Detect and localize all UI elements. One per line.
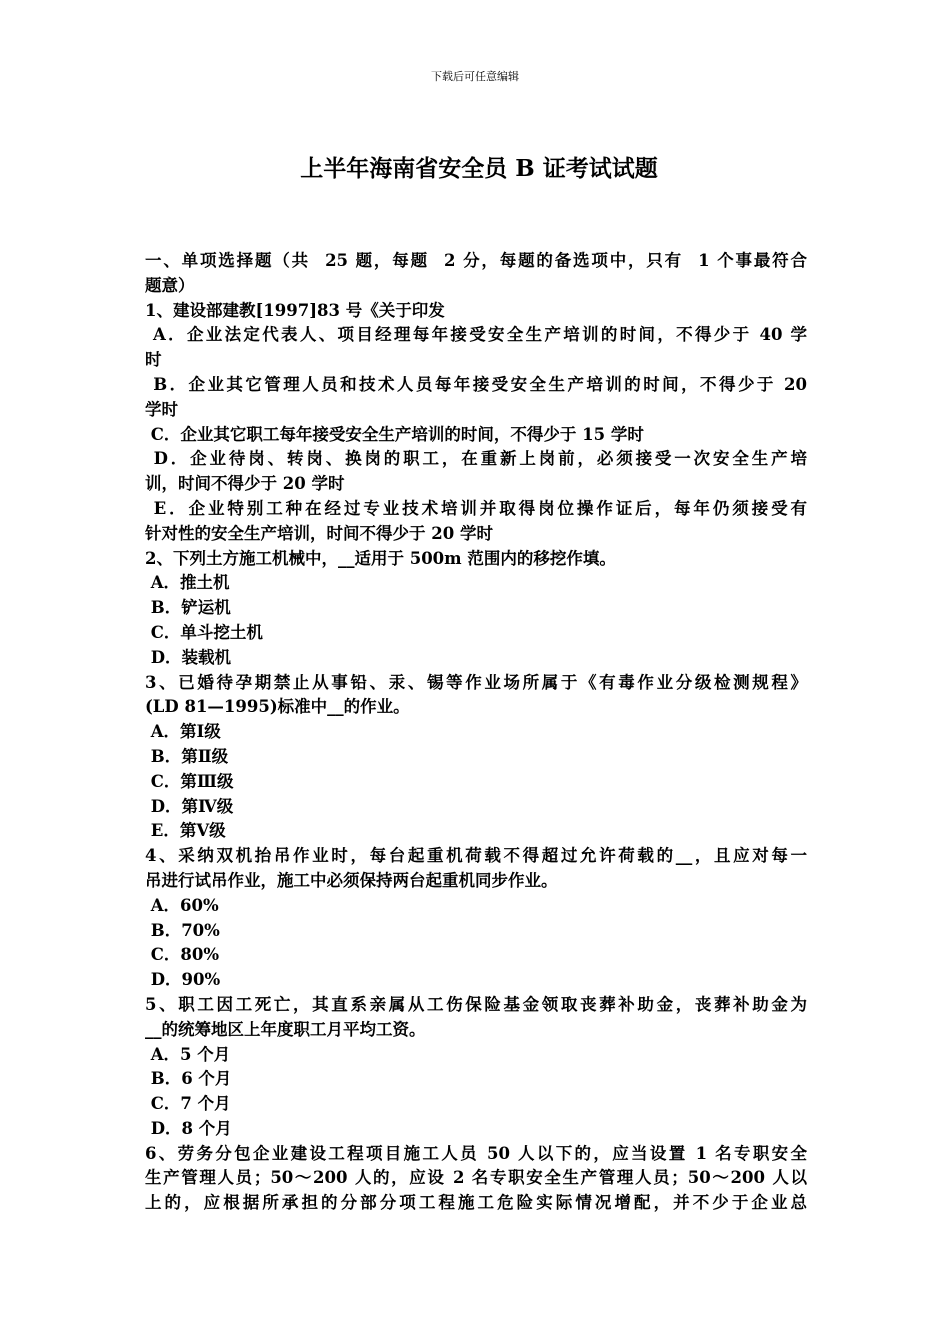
section-heading-line: 题意） [145,275,195,295]
question-line: 4、采纳双机抬吊作业时，每台起重机荷载不得超过允许荷载的__，且应对每一 [145,846,807,866]
option-line: D．企业待岗、转岗、换岗的职工，在重新上岗前，必须接受一次安全生产培 [145,449,807,469]
question-line: 生产管理人员；50～200 人的，应设 2 名专职安全生产管理人员；50～200 人以 [145,1168,807,1188]
option-line: B．70% [145,920,220,940]
option-line: A．5 个月 [145,1044,231,1064]
option-line: C．80% [145,945,220,965]
question-line: (LD 81—1995)标准中__的作业。 [145,697,410,717]
option-line: D．第Ⅳ级 [145,796,234,816]
option-line: C．企业其它职工每年接受安全生产培训的时间，不得少于 15 学时 [145,424,644,444]
page-header-note: 下载后可任意编辑 [431,70,519,83]
option-line: A．企业法定代表人、项目经理每年接受安全生产培训的时间，不得少于 40 学 [145,325,807,345]
option-line: B．企业其它管理人员和技术人员每年接受安全生产培训的时间，不得少于 20 [145,374,807,394]
question-line: 2、下列土方施工机械中，__适用于 500m 范围内的移挖作填。 [145,548,616,568]
option-line: A．60% [145,895,219,915]
question-line: 3、已婚待孕期禁止从事铅、汞、锡等作业场所属于《有毒作业分级检测规程》 [145,672,807,692]
option-line: B．铲运机 [145,598,231,618]
option-line: E．企业特别工种在经过专业技术培训并取得岗位操作证后，每年仍须接受有 [145,498,807,518]
option-line: D．装载机 [145,647,232,667]
section-heading-line: 一、单项选择题（共 25 题，每题 2 分，每题的备选项中，只有 1 个事最符合 [145,251,807,270]
option-line: B．6 个月 [145,1069,232,1089]
option-line: 针对性的安全生产培训，时间不得少于 20 学时 [145,523,493,543]
option-line: C．7 个月 [145,1094,231,1114]
question-line: 6、劳务分包企业建设工程项目施工人员 50 人以下的，应当设置 1 名专职安全 [145,1143,807,1163]
option-line: A．推土机 [145,573,230,593]
option-line: A．第Ⅰ级 [145,722,221,742]
option-line: B．第Ⅱ级 [145,746,229,766]
question-line: 吊进行试吊作业，施工中必须保持两台起重机同步作业。 [145,870,558,890]
question-line: 上的，应根据所承担的分部分项工程施工危险实际情况增配，并不少于企业总 [145,1193,807,1213]
option-line: 训，时间不得少于 20 学时 [145,474,345,494]
question-line: 5、职工因工死亡，其直系亲属从工伤保险基金领取丧葬补助金，丧葬补助金为 [145,994,807,1014]
option-line: C．第Ⅲ级 [145,771,234,791]
option-line: D．90% [145,970,221,990]
question-line: __的统筹地区上年度职工月平均工资。 [145,1019,426,1039]
option-line: E．第Ⅴ级 [145,821,226,841]
option-line: 时 [145,350,162,370]
document-title: 上半年海南省安全员 B 证考试试题 [300,155,658,182]
option-line: 学时 [145,399,178,419]
option-line: C．单斗挖土机 [145,622,263,642]
option-line: D．8 个月 [145,1118,232,1138]
document-body [145,249,807,1216]
question-line: 1、建设部建教[1997]83 号《关于印发 [145,300,445,320]
